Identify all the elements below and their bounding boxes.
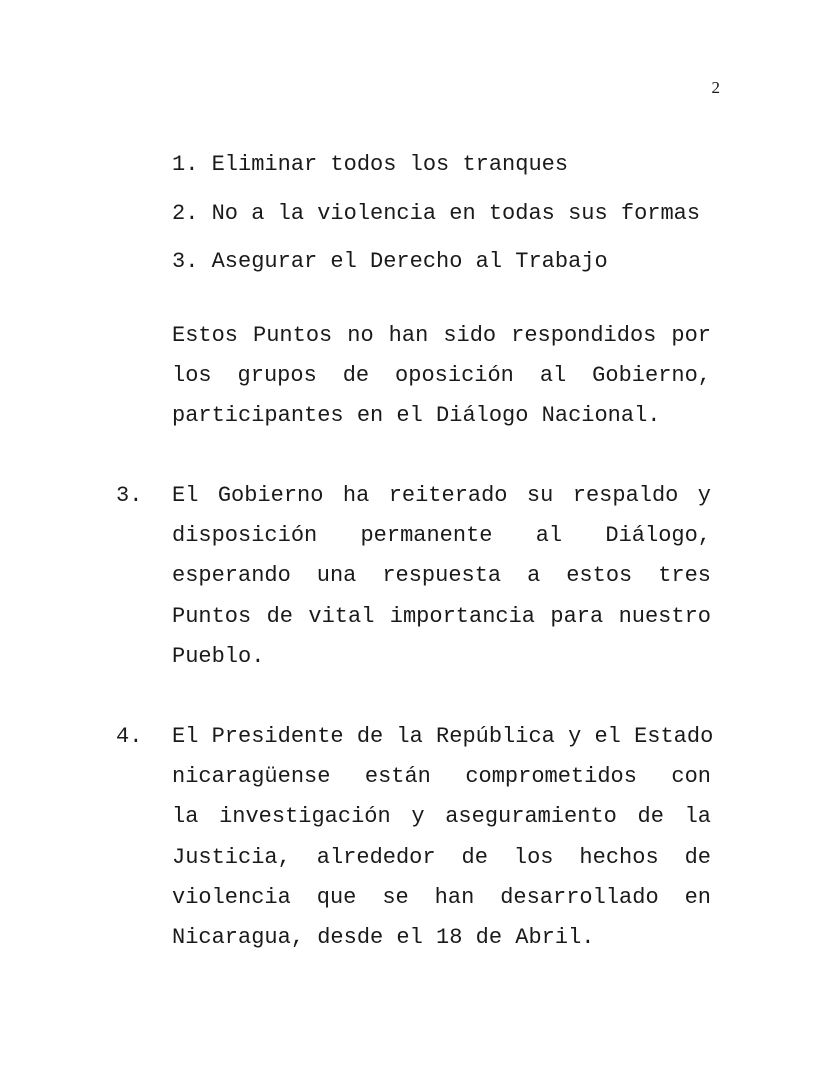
demand-item-1: 1. Eliminar todos los tranques (172, 152, 569, 177)
paragraph-line: El Gobierno ha reiterado su respaldo y (172, 483, 711, 508)
item-3-paragraph (172, 476, 711, 677)
paragraph-line: esperando una respuesta a estos tres (172, 563, 711, 589)
paragraph-line: nicaragüense están comprometidos con (172, 764, 711, 790)
demands-list (172, 148, 700, 294)
unanswered-points-paragraph (172, 316, 711, 437)
demand-item-3: 3. Asegurar el Derecho al Trabajo (172, 249, 608, 274)
paragraph-line: Pueblo. (172, 643, 265, 669)
paragraph-line: Estos Puntos no han sido respondidos por (172, 323, 711, 348)
paragraph-line: disposición permanente al Diálogo, (172, 523, 711, 549)
item-number-4: 4. (116, 724, 143, 749)
item-number-3: 3. (116, 483, 143, 508)
page-number: 2 (711, 78, 720, 97)
paragraph-line: Puntos de vital importancia para nuestro (172, 603, 711, 629)
paragraph-line: Justicia, alrededor de los hechos de (172, 844, 711, 870)
demand-item-2: 2. No a la violencia en todas sus formas (172, 200, 701, 226)
paragraph-line: Nicaragua, desde el 18 de Abril. (172, 925, 595, 951)
item-4-paragraph (172, 717, 714, 958)
paragraph-line: los grupos de oposición al Gobierno, (172, 363, 711, 389)
paragraph-line: la investigación y aseguramiento de la (172, 804, 711, 830)
paragraph-line: participantes en el Diálogo Nacional. (172, 403, 661, 429)
paragraph-line: violencia que se han desarrollado en (172, 884, 711, 910)
paragraph-line: El Presidente de la República y el Estado (172, 724, 714, 749)
